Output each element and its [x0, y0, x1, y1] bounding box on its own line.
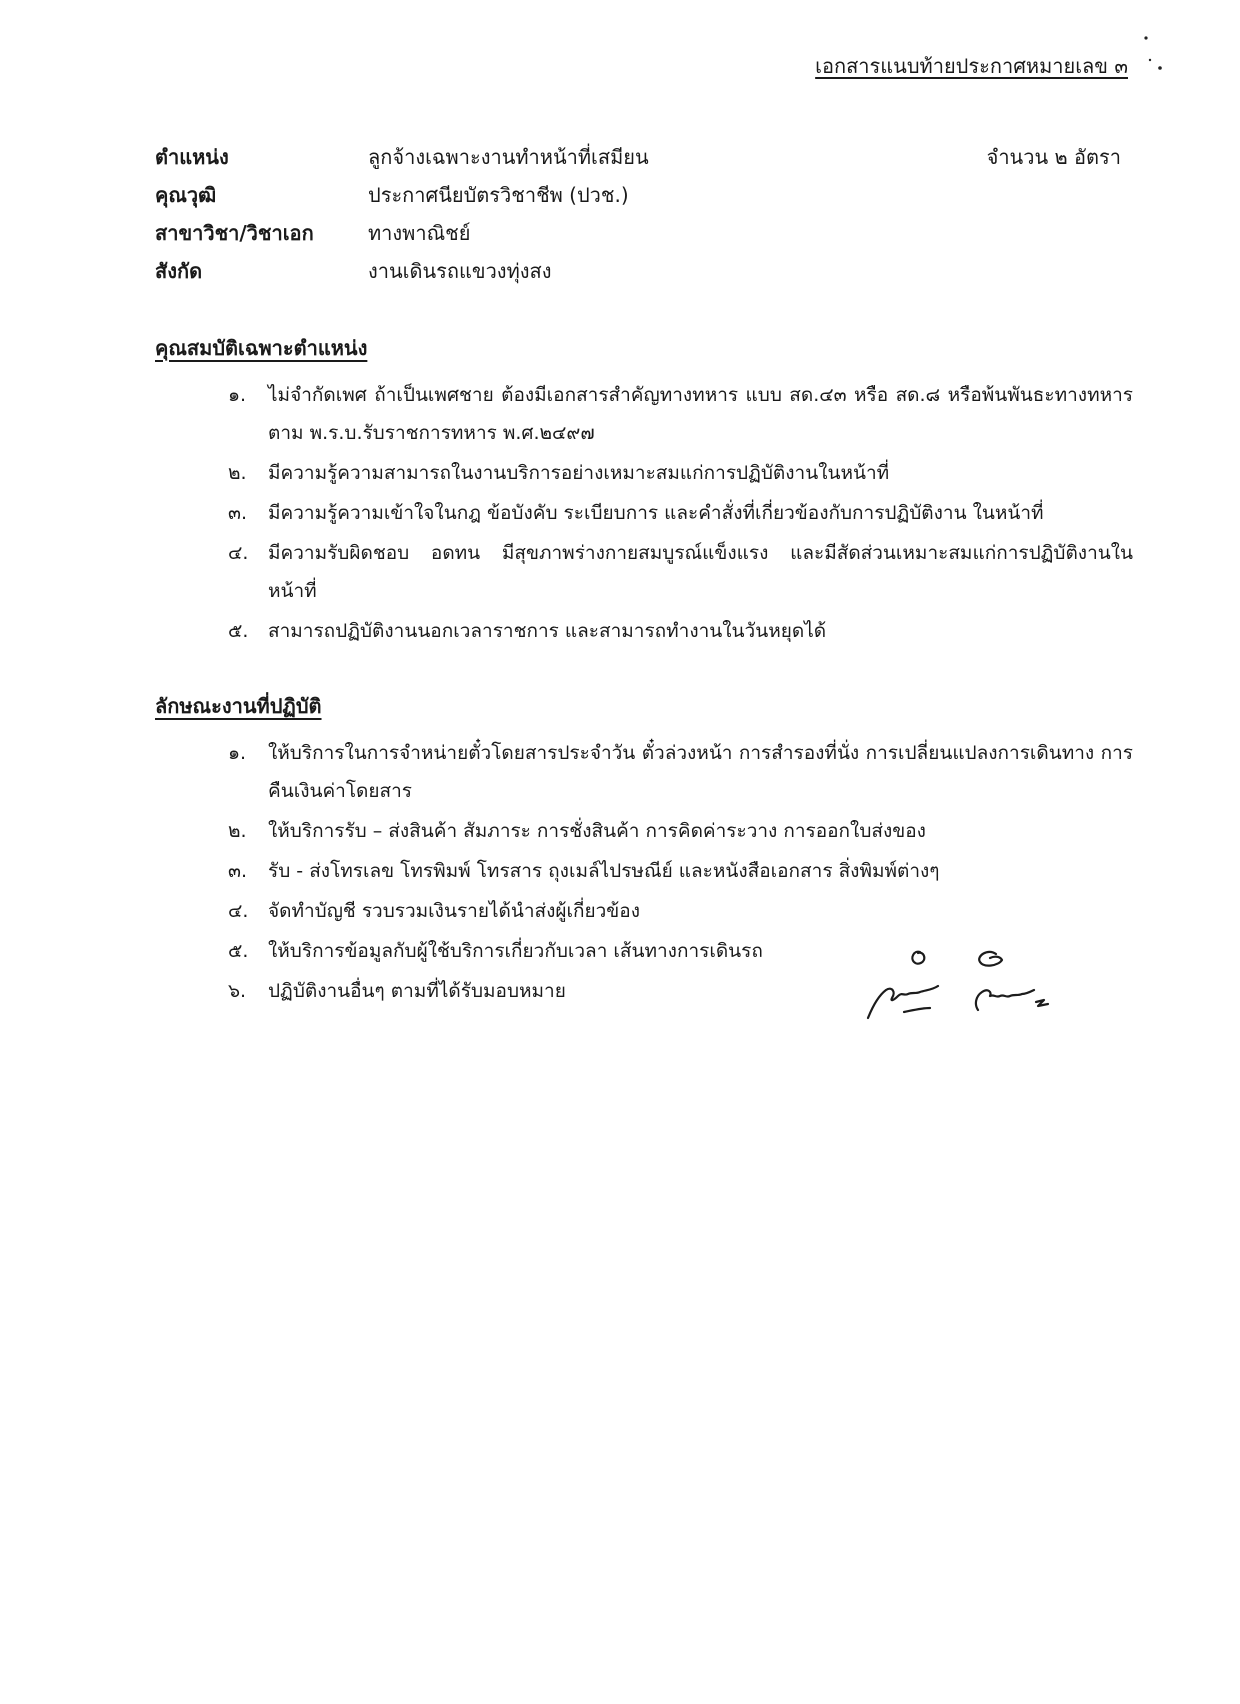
item-number: ๒.: [228, 462, 247, 484]
affiliation-label: สังกัด: [155, 259, 203, 283]
item-number: ๕.: [228, 940, 249, 962]
position-count: จำนวน ๒ อัตรา: [986, 145, 1121, 169]
position-info: [155, 138, 1135, 290]
item-number: ๑.: [228, 384, 247, 406]
info-row-qualification: [155, 176, 1135, 214]
item-text: ให้บริการในการจำหน่ายตั๋วโดยสารประจำวัน ตั๋วล่วงหน้า การสำรองที่นั่ง การเปลี่ยนแปลงการเดินทาง การคืนเงินค่าโดยสาร: [268, 742, 1133, 802]
item-number: ๔.: [228, 900, 249, 922]
item-text: ให้บริการข้อมูลกับผู้ใช้บริการเกี่ยวกับเวลา เส้นทางการเดินรถ: [268, 940, 763, 962]
major-value: ทางพาณิชย์: [368, 221, 471, 245]
qualifications-title: คุณสมบัติเฉพาะตำแหน่ง: [155, 336, 368, 360]
list-item: [228, 612, 1133, 650]
item-number: ๖.: [228, 980, 247, 1002]
item-number: ๕.: [228, 620, 249, 642]
item-text: จัดทำบัญชี รวบรวมเงินรายได้นำส่งผู้เกี่ยวข้อง: [268, 900, 640, 922]
info-row-affiliation: [155, 252, 1135, 290]
item-text: ปฏิบัติงานอื่นๆ ตามที่ได้รับมอบหมาย: [268, 980, 566, 1002]
list-item: [228, 376, 1133, 452]
qualification-value: ประกาศนียบัตรวิชาชีพ (ปวช.): [368, 183, 629, 207]
duties-title: ลักษณะงานที่ปฏิบัติ: [155, 694, 322, 718]
item-text: มีความรู้ความเข้าใจในกฎ ข้อบังคับ ระเบียบการ และคำสั่งที่เกี่ยวข้องกับการปฏิบัติงาน ในหน้าที่: [268, 502, 1044, 524]
item-number: ๒.: [228, 820, 247, 842]
position-value: ลูกจ้างเฉพาะงานทำหน้าที่เสมียน: [368, 145, 649, 169]
item-number: ๑.: [228, 742, 247, 764]
info-row-position: [155, 138, 1135, 176]
item-text: ให้บริการรับ – ส่งสินค้า สัมภาระ การชั่งสินค้า การคิดค่าระวาง การออกใบส่งของ: [268, 820, 926, 842]
item-text: ไม่จำกัดเพศ ถ้าเป็นเพศชาย ต้องมีเอกสารสำคัญทางทหาร แบบ สด.๔๓ หรือ สด.๘ หรือพ้นพันธะทางทหารตาม พ.ร.บ.รับราชการทหาร พ.ศ.๒๔๙๗: [268, 384, 1133, 444]
major-label: สาขาวิชา/วิชาเอก: [155, 221, 314, 245]
list-item: [228, 812, 1133, 850]
list-item: [228, 892, 1133, 930]
item-text: มีความรู้ความสามารถในงานบริการอย่างเหมาะสมแก่การปฏิบัติงานในหน้าที่: [268, 462, 890, 484]
list-item: [228, 734, 1133, 810]
list-item: [228, 852, 1133, 890]
item-text: มีความรับผิดชอบ อดทน มีสุขภาพร่างกายสมบูรณ์แข็งแรง และมีสัดส่วนเหมาะสมแก่การปฏิบัติงานในหน้าที่: [268, 542, 1133, 602]
item-number: ๓.: [228, 860, 248, 882]
item-number: ๓.: [228, 502, 248, 524]
handwritten-initials: [860, 940, 1070, 1030]
scan-specks: [1140, 34, 1170, 74]
qualification-label: คุณวุฒิ: [155, 183, 217, 207]
item-text: รับ - ส่งโทรเลข โทรพิมพ์ โทรสาร ถุงเมล์ไปรษณีย์ และหนังสือเอกสาร สิ่งพิมพ์ต่างๆ: [268, 860, 940, 882]
list-item: [228, 534, 1133, 610]
info-row-major: [155, 214, 1135, 252]
document-reference: เอกสารแนบท้ายประกาศหมายเลข ๓: [815, 54, 1128, 78]
list-item: [228, 454, 1133, 492]
item-number: ๔.: [228, 542, 249, 564]
list-item: [228, 494, 1133, 532]
affiliation-value: งานเดินรถแขวงทุ่งสง: [368, 259, 552, 283]
item-text: สามารถปฏิบัติงานนอกเวลาราชการ และสามารถทำงานในวันหยุดได้: [268, 620, 827, 642]
qualifications-list: [228, 376, 1133, 652]
position-label: ตำแหน่ง: [155, 145, 229, 169]
